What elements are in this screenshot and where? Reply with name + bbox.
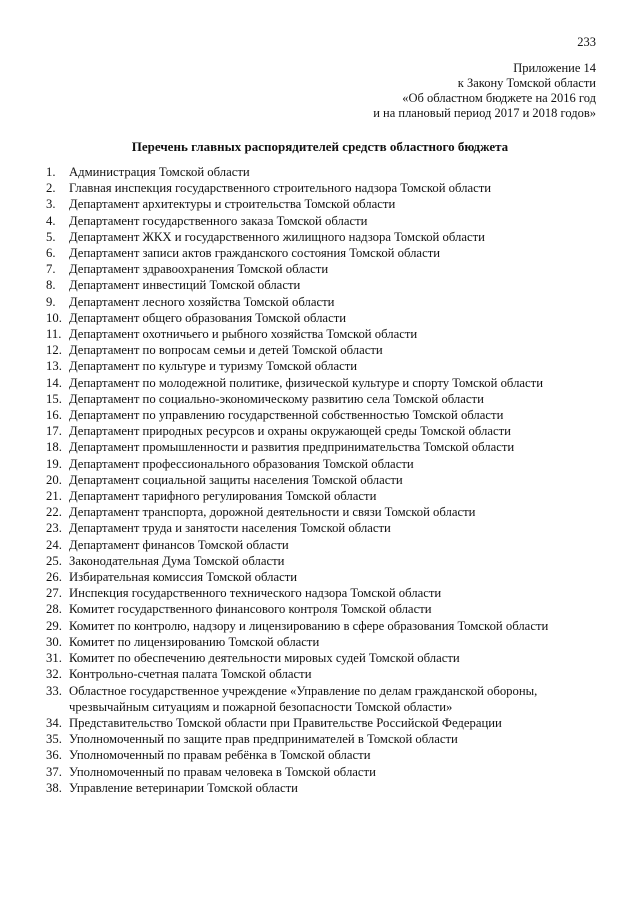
list-item [46,358,576,374]
list-item [46,229,576,245]
list-item-text: Департамент природных ресурсов и охраны окружающей среды Томской области [69,424,511,439]
list-item-number: 18. [46,440,62,455]
list-item-number: 17. [46,424,62,439]
list-item [46,618,576,634]
list-item-number: 31. [46,651,62,666]
list-item-text: Департамент государственного заказа Томской области [69,213,368,228]
list-item [46,342,576,358]
list-item [46,261,576,277]
list-item-number: 20. [46,472,62,487]
list-item-text: Департамент записи актов гражданского состояния Томской области [69,246,441,261]
list-item-number: 10. [46,310,62,325]
list-item [46,764,576,780]
list-item [46,634,576,650]
list-item-text: Департамент ЖКХ и государственного жилищного надзора Томской области [69,229,485,244]
list-item-number: 4. [46,213,56,228]
document-title: Перечень главных распорядителей средств областного бюджета [131,139,509,154]
list-item [46,666,576,682]
list-item-number: 38. [46,780,62,795]
list-item-number: 7. [46,262,56,277]
list-item-number: 5. [46,229,56,244]
list-item [46,650,576,666]
list-item-text: Комитет государственного финансового контроля Томской области [69,602,432,617]
list-item-text: Управление ветеринарии Томской области [69,780,298,795]
list-item-text: Департамент промышленности и развития предпринимательства Томской области [69,440,515,455]
list-item-number: 27. [46,586,62,601]
list-item-number: 14. [46,375,62,390]
list-item-text: Инспекция государственного технического надзора Томской области [69,586,442,601]
list-item [46,601,576,617]
list-item-number: 32. [46,667,62,682]
list-item-text: Департамент по молодежной политике, физической культуре и спорту Томской области [69,375,544,390]
list-item-text: Департамент архитектуры и строительства Томской области [69,197,396,212]
list-item-number: 11. [46,327,62,342]
list-item-number: 37. [46,764,62,779]
list-item-text: Главная инспекция государственного строительного надзора Томской области [69,181,492,196]
list-item [46,456,576,472]
list-item-number: 36. [46,748,62,763]
list-item-number: 3. [46,197,56,212]
list-item-text: Департамент по социально-экономическому развитию села Томской области [69,391,484,406]
list-item [46,520,576,536]
list-item-text: Департамент профессионального образования Томской области [69,456,414,471]
appendix-line: «Об областном бюджете на 2016 год [402,91,596,105]
list-item-number: 35. [46,732,62,747]
list-item-text: Департамент по культуре и туризму Томской области [69,359,358,374]
list-item-text: Комитет по контролю, надзору и лицензированию в сфере образования Томской области [69,618,549,633]
appendix-header [373,61,596,121]
list-item [46,310,576,326]
list-item-number: 21. [46,489,62,504]
list-item-text: Департамент труда и занятости населения Томской области [69,521,391,536]
list-item [46,488,576,504]
list-item [46,423,576,439]
list-item-number: 8. [46,278,56,293]
list-item-number: 15. [46,391,62,406]
list-item-text: Областное государственное учреждение «Управление по делам гражданской обороны, чрезвычайным ситуациям и пожарной безопасности Томской области» [69,683,538,714]
list-item-number: 2. [46,181,56,196]
list-item-text: Департамент тарифного регулирования Томской области [69,489,377,504]
list-item [46,715,576,731]
list-item-text: Законодательная Дума Томской области [69,553,285,568]
list-item [46,294,576,310]
list-item-text: Департамент транспорта, дорожной деятельности и связи Томской области [69,505,476,520]
list-item-text: Уполномоченный по правам ребёнка в Томской области [69,748,371,763]
list-item-text: Департамент общего образования Томской области [69,310,347,325]
list-item-number: 25. [46,553,62,568]
distributors-list [46,164,576,796]
list-item-number: 24. [46,537,62,552]
list-item-text: Департамент социальной защиты населения Томской области [69,472,403,487]
appendix-line: к Закону Томской области [457,76,596,90]
list-item [46,375,576,391]
list-item [46,747,576,763]
page-number: 233 [577,35,596,49]
list-item-text: Администрация Томской области [69,165,250,179]
list-item-text: Комитет по лицензированию Томской области [69,634,320,649]
list-item-number: 6. [46,246,56,261]
list-item-text: Департамент инвестиций Томской области [69,278,301,293]
list-item-number: 9. [46,294,56,309]
list-item-text: Департамент лесного хозяйства Томской области [69,294,335,309]
list-item [46,439,576,455]
list-item [46,391,576,407]
list-item-number: 29. [46,618,62,633]
list-item-number: 30. [46,634,62,649]
list-item-text: Департамент по вопросам семьи и детей Томской области [69,343,383,358]
list-item-text: Представительство Томской области при Правительстве Российской Федерации [69,715,502,730]
list-item-number: 22. [46,505,62,520]
list-item [46,277,576,293]
list-item-number: 16. [46,408,62,423]
list-item-text: Уполномоченный по правам человека в Томской области [69,764,376,779]
list-item-text: Департамент здравоохранения Томской области [69,262,329,277]
list-item-text: Уполномоченный по защите прав предпринимателей в Томской области [69,732,458,747]
list-item-number: 19. [46,456,62,471]
list-item [46,180,576,196]
list-item [46,164,576,180]
list-item-number: 26. [46,570,62,585]
list-item [46,407,576,423]
list-item [46,585,576,601]
list-item [46,196,576,212]
list-item-text: Департамент финансов Томской области [69,537,289,552]
appendix-line: Приложение 14 [513,61,596,75]
appendix-line: и на плановый период 2017 и 2018 годов» [373,106,596,120]
list-item-number: 23. [46,521,62,536]
list-item-number: 33. [46,683,62,698]
list-item [46,780,576,796]
list-item-number: 34. [46,715,62,730]
list-item-text: Избирательная комиссия Томской области [69,570,298,585]
list-item-text: Департамент охотничьего и рыбного хозяйства Томской области [69,327,418,342]
list-item [46,537,576,553]
list-item [46,326,576,342]
list-item [46,553,576,569]
list-item [46,213,576,229]
list-item [46,731,576,747]
list-item-number: 13. [46,359,62,374]
list-item-text: Контрольно-счетная палата Томской области [69,667,312,682]
list-item [46,472,576,488]
list-item [46,569,576,585]
list-item [46,504,576,520]
list-item-text: Комитет по обеспечению деятельности мировых судей Томской области [69,651,460,666]
list-item-number: 28. [46,602,62,617]
list-item [46,245,576,261]
list-item-text: Департамент по управлению государственной собственностью Томской области [69,408,504,423]
list-item-number: 1. [46,165,56,179]
list-item-number: 12. [46,343,62,358]
list-item [46,683,576,715]
